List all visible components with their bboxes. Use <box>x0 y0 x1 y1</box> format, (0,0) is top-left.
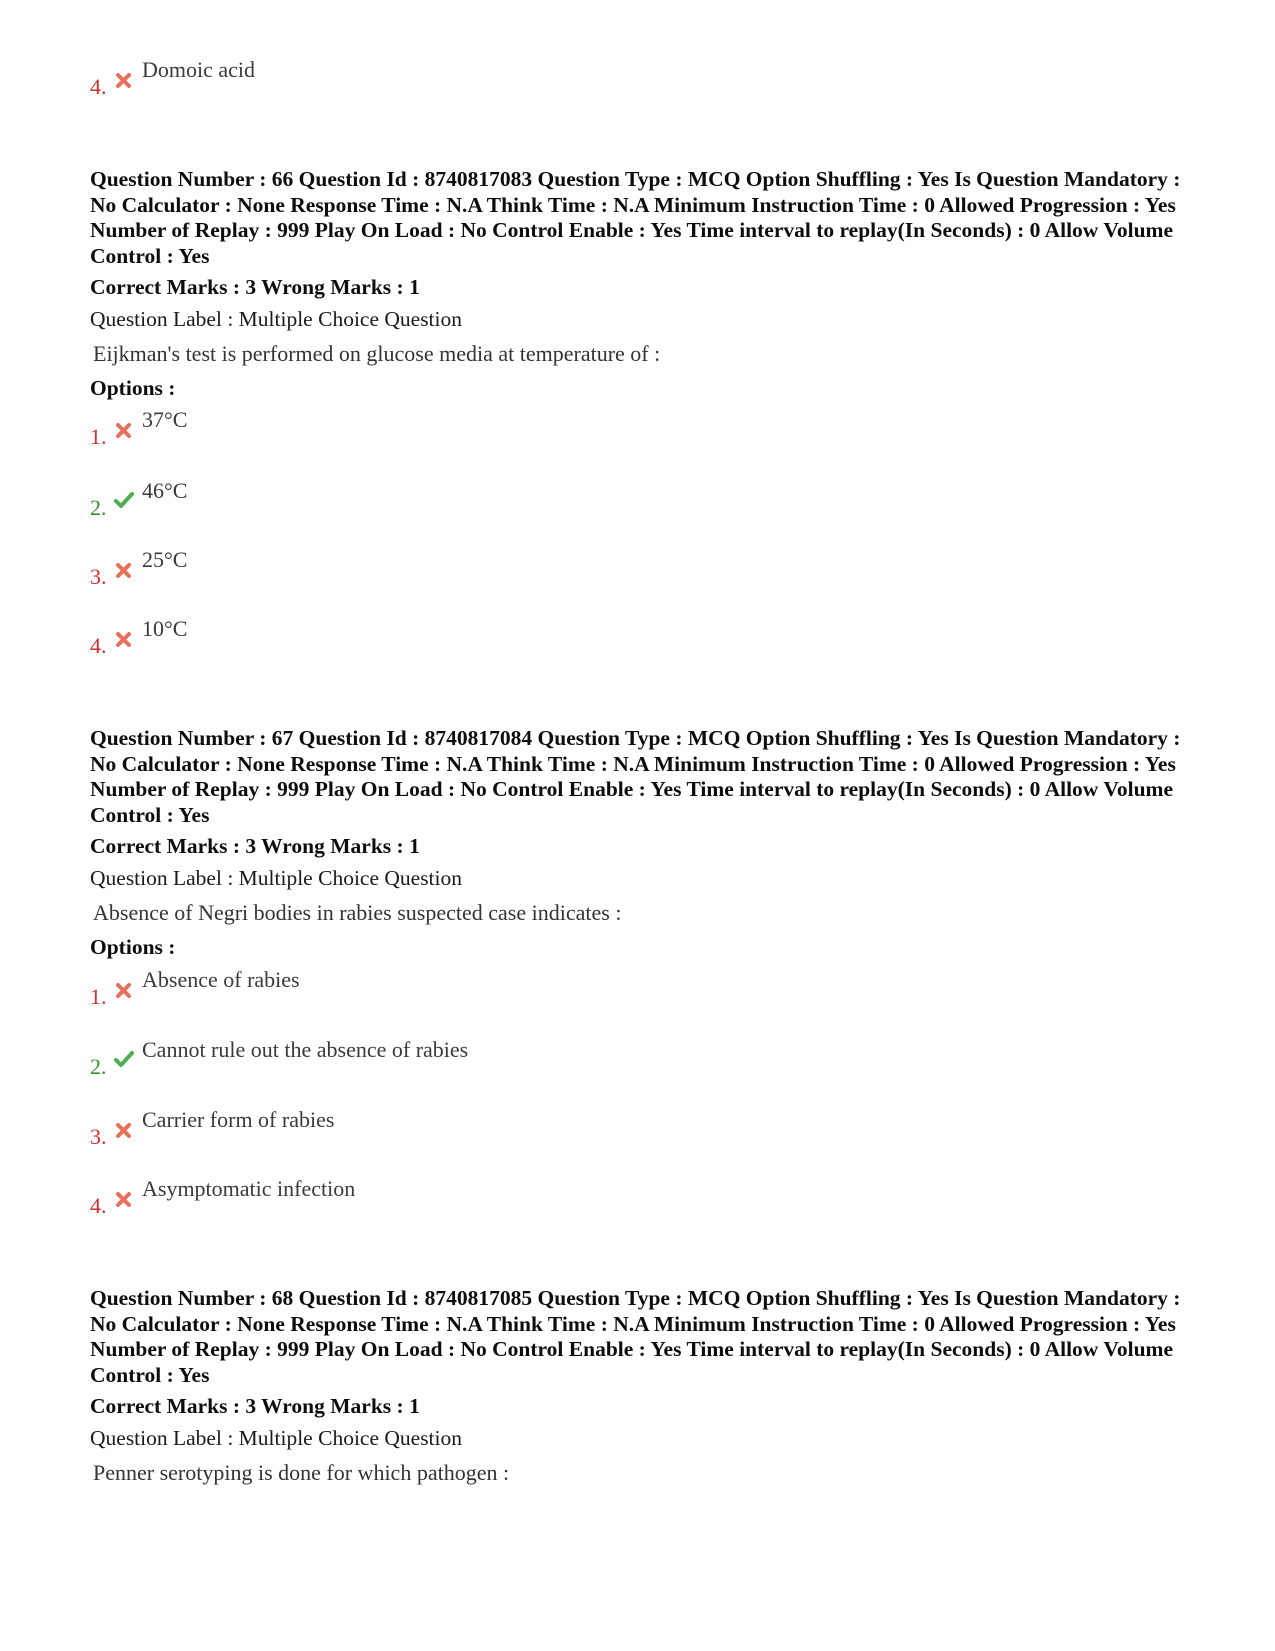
options-heading: Options : <box>90 935 176 959</box>
question-block <box>90 167 1190 401</box>
option-text: Cannot rule out the absence of rabies <box>142 1037 469 1062</box>
cross-icon <box>114 980 134 1000</box>
option-number: 3. <box>90 1124 107 1149</box>
check-icon <box>114 1049 134 1069</box>
option-number: 4. <box>90 1193 107 1218</box>
question-block <box>90 726 1190 960</box>
option-text: Absence of rabies <box>142 967 300 992</box>
cross-icon <box>114 1120 134 1140</box>
question-block <box>90 1286 1190 1485</box>
option-text: 25°C <box>142 547 188 572</box>
question-label: Question Label : Multiple Choice Question <box>90 1426 463 1450</box>
question-meta: Question Number : 67 Question Id : 8740817084 Question Type : MCQ Option Shuffling : Yes Is Question Mandatory : No Calculator : None Response Time : N.A Think Time : N.A Minimum Instruction Time : 0 Allowed Progression : Yes Number of Replay : 999 Play On Load : No Control Enable : Yes Time interval to replay(In Seconds) : 0 Allow Volume Control : Yes <box>90 726 1181 827</box>
question-text: Absence of Negri bodies in rabies suspected case indicates : <box>93 900 622 925</box>
cross-icon <box>114 420 134 440</box>
question-marks: Correct Marks : 3 Wrong Marks : 1 <box>90 1394 420 1418</box>
cross-icon <box>114 629 134 649</box>
option-number: 2. <box>90 1054 107 1079</box>
check-icon <box>114 490 134 510</box>
option-number: 3. <box>90 564 107 589</box>
cross-icon <box>114 560 134 580</box>
option-text: Asymptomatic infection <box>142 1176 356 1201</box>
option-text: Domoic acid <box>142 57 256 82</box>
option-number: 4. <box>90 74 107 99</box>
option-text: 46°C <box>142 478 188 503</box>
question-meta: Question Number : 68 Question Id : 8740817085 Question Type : MCQ Option Shuffling : Yes Is Question Mandatory : No Calculator : None Response Time : N.A Think Time : N.A Minimum Instruction Time : 0 Allowed Progression : Yes Number of Replay : 999 Play On Load : No Control Enable : Yes Time interval to replay(In Seconds) : 0 Allow Volume Control : Yes <box>90 1286 1181 1387</box>
option-number: 1. <box>90 984 107 1009</box>
cross-icon <box>114 1189 134 1209</box>
cross-icon <box>114 70 134 90</box>
option-text: Carrier form of rabies <box>142 1107 335 1132</box>
option-text: 10°C <box>142 616 188 641</box>
question-marks: Correct Marks : 3 Wrong Marks : 1 <box>90 275 420 299</box>
option-number: 4. <box>90 633 107 658</box>
question-marks: Correct Marks : 3 Wrong Marks : 1 <box>90 834 420 858</box>
question-label: Question Label : Multiple Choice Question <box>90 307 463 331</box>
question-meta: Question Number : 66 Question Id : 8740817083 Question Type : MCQ Option Shuffling : Yes Is Question Mandatory : No Calculator : None Response Time : N.A Think Time : N.A Minimum Instruction Time : 0 Allowed Progression : Yes Number of Replay : 999 Play On Load : No Control Enable : Yes Time interval to replay(In Seconds) : 0 Allow Volume Control : Yes <box>90 167 1181 268</box>
question-label: Question Label : Multiple Choice Question <box>90 866 463 890</box>
question-text: Eijkman's test is performed on glucose media at temperature of : <box>93 341 661 366</box>
option-text: 37°C <box>142 407 188 432</box>
option-number: 2. <box>90 495 107 520</box>
option-number: 1. <box>90 424 107 449</box>
question-text: Penner serotyping is done for which pathogen : <box>93 1460 510 1485</box>
options-heading: Options : <box>90 376 176 400</box>
